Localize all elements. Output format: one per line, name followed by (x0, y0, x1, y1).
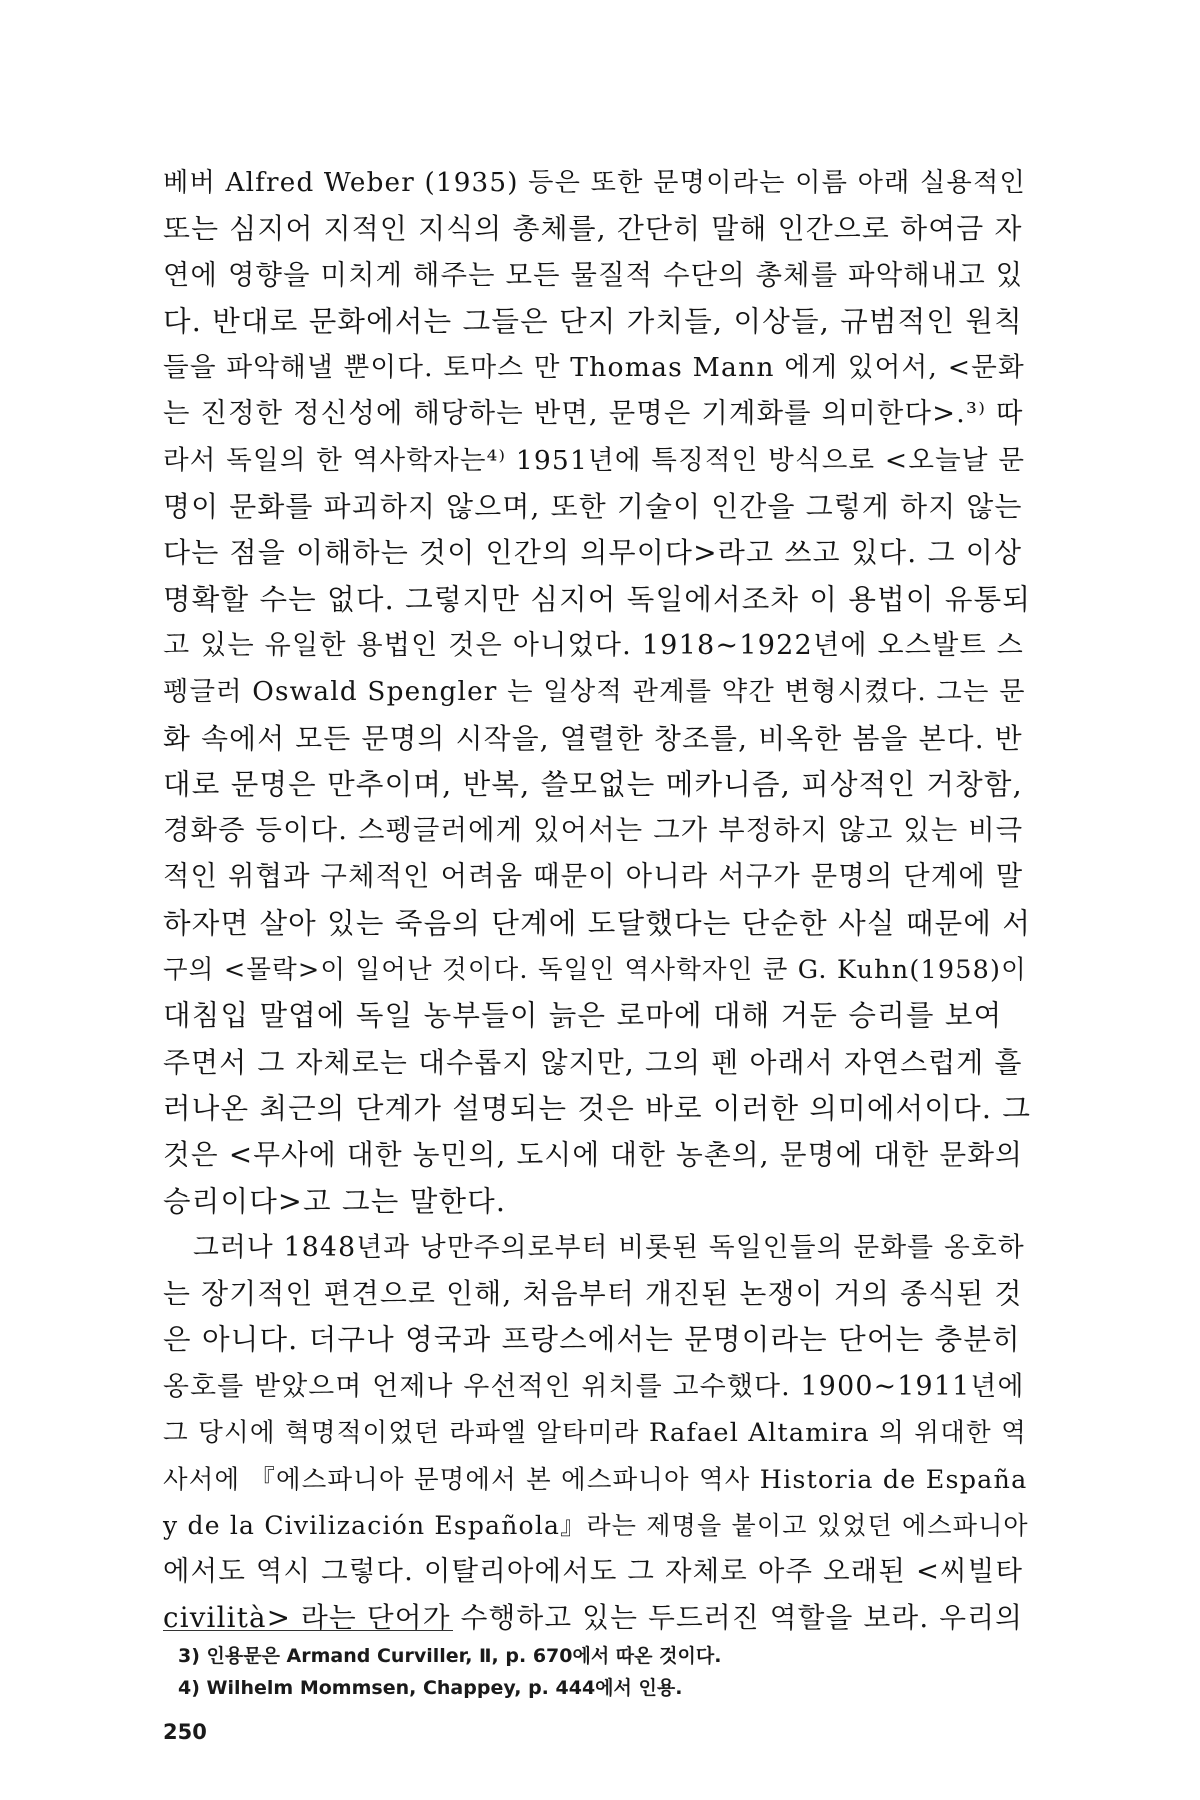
text-line: 것은 <무사에 대한 농민의, 도시에 대한 농촌의, 문명에 대한 문화의 (163, 1138, 1024, 1172)
text-line: 대로 문명은 만추이며, 반복, 쓸모없는 메카니즘, 피상적인 거창함, (163, 767, 1023, 801)
page-number: 250 (163, 1720, 207, 1744)
text-line: 그 당시에 혁명적이었던 라파엘 알타미라 Rafael Altamira 의 위대한 역 (163, 1418, 1027, 1449)
body-text (163, 160, 1035, 1642)
text-line: 은 아니다. 더구나 영국과 프랑스에서는 문명이라는 단어는 충분히 (163, 1323, 1021, 1357)
text-line: 명확할 수는 없다. 그렇지만 심지어 독일에서조차 이 용법이 유통되 (163, 582, 1032, 616)
text-line: y de la Civilización Española』라는 제명을 붙이고 있었던 에스파니아 (163, 1510, 1029, 1540)
text-line: 옹호를 받았으며 언제나 우선적인 위치를 고수했다. 1900~1911년에 (163, 1370, 1025, 1402)
text-line: 다는 점을 이해하는 것이 인간의 의무이다>라고 쓰고 있다. 그 이상 (163, 536, 1023, 570)
text-line: 하자면 살아 있는 죽음의 단계에 도달했다는 단순한 사실 때문에 서 (163, 906, 1032, 940)
text-line: 사서에 『에스파니아 문명에서 본 에스파니아 역사 Historia de España (163, 1464, 1028, 1495)
text-line: 승리이다>고 그는 말한다. (163, 1184, 507, 1218)
text-line: 대침입 말엽에 독일 농부들이 늙은 로마에 대해 거둔 승리를 보여 (163, 999, 1003, 1033)
footnotes (178, 1640, 1028, 1704)
text-line: civilità> 라는 단어가 수행하고 있는 두드러진 역할을 보라. 우리의 (163, 1601, 1024, 1635)
text-line: 에서도 역시 그렇다. 이탈리아에서도 그 자체로 아주 오래된 <씨빌타 (163, 1555, 1024, 1587)
text-line: 러나온 최근의 단계가 설명되는 것은 바로 이러한 의미에서이다. 그 (163, 1091, 1032, 1125)
text-line: 들을 파악해낼 뿐이다. 토마스 만 Thomas Mann 에게 있어서, <문화 (163, 352, 1025, 384)
text-line: 구의 <몰락>이 일어난 것이다. 독일인 역사학자인 쿤 G. Kuhn(1958)이 (163, 955, 1027, 986)
footnote-3: 3) 인용문은 Armand Curviller, Ⅱ, p. 670에서 따온 것이다. (178, 1645, 722, 1667)
text-line: 화 속에서 모든 문명의 시작을, 열렬한 창조를, 비옥한 봄을 본다. 반 (163, 721, 1023, 755)
footnote-4: 4) Wilhelm Mommsen, Chappey, p. 444에서 인용. (178, 1677, 683, 1699)
text-line: 라서 독일의 한 역사학자는⁴⁾ 1951년에 특징적인 방식으로 <오늘날 문 (163, 444, 1026, 476)
text-line: 다. 반대로 문화에서는 그들은 단지 가치들, 이상들, 규범적인 원칙 (163, 304, 1023, 338)
text-line: 또는 심지어 지적인 지식의 총체를, 간단히 말해 인간으로 하여금 자 (163, 212, 1023, 246)
text-line: 적인 위협과 구체적인 어려움 때문이 아니라 서구가 문명의 단계에 말 (163, 861, 1024, 893)
text-line: 는 진정한 정신성에 해당하는 반면, 문명은 기계화를 의미한다>.³⁾ 따 (163, 398, 1024, 430)
footnote-divider (163, 1630, 453, 1631)
paragraph-start-line: 그러나 1848년과 낭만주의로부터 비롯된 독일인들의 문화를 옹호하 (193, 1231, 1025, 1263)
text-line: 경화증 등이다. 스펭글러에게 있어서는 그가 부정하지 않고 있는 비극 (163, 815, 1024, 847)
text-line: 연에 영향을 미치게 해주는 모든 물질적 수단의 총체를 파악해내고 있 (163, 259, 1024, 291)
text-line: 명이 문화를 파괴하지 않으며, 또한 기술이 인간을 그렇게 하지 않는 (163, 490, 1023, 524)
text-line: 펭글러 Oswald Spengler 는 일상적 관계를 약간 변형시켰다. 그는 문 (163, 677, 1026, 708)
text-line: 주면서 그 자체로는 대수롭지 않지만, 그의 펜 아래서 자연스럽게 흘 (163, 1045, 1023, 1079)
text-line: 베버 Alfred Weber (1935) 등은 또한 문명이라는 이름 아래 실용적인 (163, 168, 1026, 198)
text-line: 는 장기적인 편견으로 인해, 처음부터 개진된 논쟁이 거의 종식된 것 (163, 1277, 1023, 1311)
text-line: 고 있는 유일한 용법인 것은 아니었다. 1918~1922년에 오스발트 스 (163, 629, 1024, 661)
